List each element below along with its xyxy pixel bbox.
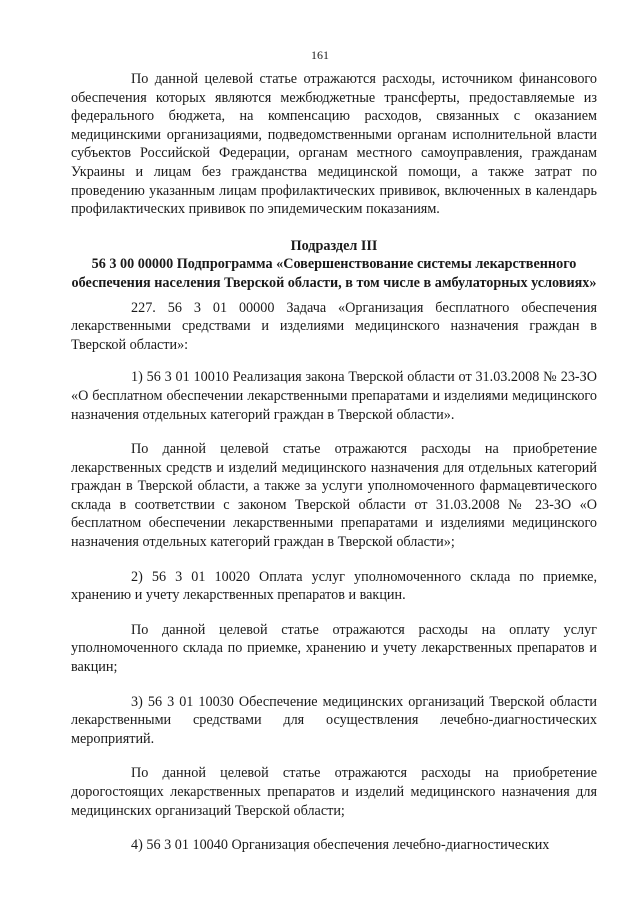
- section-heading: [71, 237, 597, 293]
- paragraph-item-1: 1) 56 3 01 10010 Реализация закона Тверской области от 31.03.2008 № 23-ЗО «О бесплатном обеспечении лекарственными препаратами и изделиями медицинского назначения отдельных категорий граждан в Тверской области».: [71, 369, 597, 423]
- paragraph-item-2: 2) 56 3 01 10020 Оплата услуг уполномоченного склада по приемке, хранению и учету лекарственных препаратов и вакцин.: [71, 568, 597, 604]
- page-number: 161: [311, 48, 329, 62]
- subsection-title: Подраздел III: [290, 237, 378, 254]
- document-body: [71, 70, 597, 855]
- paragraph-item-2-description: По данной целевой статье отражаются расходы на оплату услуг уполномоченного склада по приемке, хранению и учету лекарственных препаратов и вакцин;: [71, 621, 597, 676]
- paragraph-item-4: 4) 56 3 01 10040 Организация обеспечения лечебно-диагностических: [131, 837, 550, 854]
- paragraph-task-227: 227. 56 3 01 00000 Задача «Организация бесплатного обеспечения лекарственными средствами и изделиями медицинского назначения граждан в Тверской области»:: [71, 299, 597, 353]
- paragraph-item-1-description: По данной целевой статье отражаются расходы на приобретение лекарственных средств и изделий медицинского назначения для отдельных категорий граждан в Тверской области, а также за услуги уполномоченного фармацевтического склада в соответствии с законом Тверской области от 31.03.2008 № 23-ЗО «О бесплатном обеспечении лекарственными препаратами и изделиями медицинского назначения отдельных категорий граждан в Тверской области»;: [71, 441, 597, 551]
- subprogram-title: 56 3 00 00000 Подпрограмма «Совершенствование системы лекарственного обеспечения населения Тверской области, в том числе в амбулаторных условиях»: [71, 256, 597, 291]
- paragraph-expenses-ukraine: По данной целевой статье отражаются расходы, источником финансового обеспечения которых являются межбюджетные трансферты, предоставляемые из федерального бюджета, на компенсацию расходов, связанных с оказанием медицинскими организациями, подведомственными органам исполнительной власти субъектов Российской Федерации, органам местного самоуправления, гражданам Украины и лицам без гражданства медицинской помощи, а также затрат по проведению указанным лицам профилактических прививок, включенных в календарь профилактических прививок по эпидемическим показаниям.: [71, 71, 597, 218]
- paragraph-item-3-description: По данной целевой статье отражаются расходы на приобретение дорогостоящих лекарственных препаратов и изделий медицинского назначения для медицинских организаций Тверской области;: [71, 765, 597, 819]
- paragraph-item-3: 3) 56 3 01 10030 Обеспечение медицинских организаций Тверской области лекарственными средствами для осуществления лечебно-диагностических мероприятий.: [71, 693, 597, 747]
